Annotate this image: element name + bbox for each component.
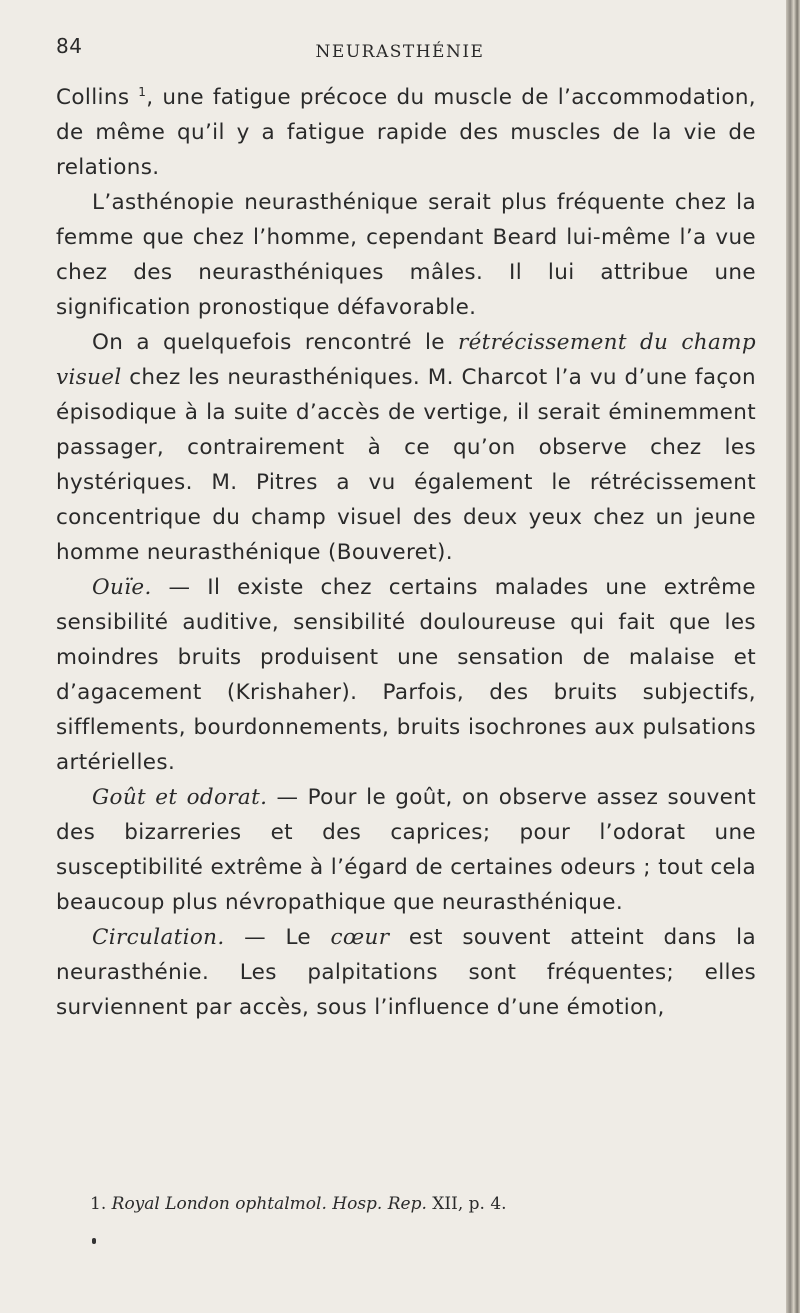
footnote-reference: Royal London ophtalmol. Hosp. Rep. xyxy=(111,1194,427,1214)
heading-gout-odorat: Goût et odorat. xyxy=(92,785,268,810)
paragraph-3 xyxy=(56,325,756,570)
footnote xyxy=(90,1194,507,1214)
footnote-marker: 1 xyxy=(138,84,147,99)
paragraph-1 xyxy=(56,80,756,185)
footnote-number: 1. xyxy=(90,1194,107,1214)
footnote-detail: XII, p. 4. xyxy=(432,1194,507,1214)
ink-dot xyxy=(92,1238,96,1244)
paragraph-6 xyxy=(56,920,756,1025)
p6-text-a: — Le xyxy=(224,925,331,950)
p1-text-b: , une fatigue précoce du muscle de l’accommodation, de même qu’il y a fatigue rapide des muscles de la vie de relations. xyxy=(56,85,756,180)
page-number: 84 xyxy=(56,34,83,58)
p3-text-a: On a quelquefois rencontré le xyxy=(92,330,458,355)
heading-circulation: Circulation. xyxy=(92,925,225,950)
p6-italic: cœur xyxy=(330,925,390,950)
p1-text-a: Collins xyxy=(56,85,139,110)
p3-italic: rétrécissement du champ visuel xyxy=(56,330,756,390)
p6-text-b: est souvent atteint dans la neurasthénie. Les palpitations sont fréquentes; elles surviennent par accès, sous l’influence d’une émotion, xyxy=(56,925,756,1020)
heading-ouie: Ouïe. xyxy=(92,575,152,600)
p4-text: — Il existe chez certains malades une extrême sensibilité auditive, sensibilité douloureuse qui fait que les moindres bruits produisent une sensation de malaise et d’agacement (Krishaher). Parfois, des bruits subjectifs, sifflements, bourdonnements, bruits isochrones aux pulsations artérielles. xyxy=(56,575,756,775)
body-text xyxy=(56,80,756,1025)
paragraph-2: L’asthénopie neurasthénique serait plus fréquente chez la femme que chez l’homme, cependant Beard lui-même l’a vue chez des neurasthéniques mâles. Il lui attribue une signification pronostique défavorable. xyxy=(56,190,756,320)
p5-text: — Pour le goût, on observe assez souvent des bizarreries et des caprices; pour l’odorat une susceptibilité extrême à l’égard de certaines odeurs ; tout cela beaucoup plus névropathique que neurasthénique. xyxy=(56,785,756,915)
p3-text-b: chez les neurasthéniques. M. Charcot l’a vu d’une façon épisodique à la suite d’accès de vertige, il serait éminemment passager, contrairement à ce qu’on observe chez les hystériques. M. Pitres a vu également le rétrécissement concentrique du champ visuel des deux yeux chez un jeune homme neurasthénique (Bouveret). xyxy=(56,365,756,565)
paragraph-5 xyxy=(56,780,756,920)
running-head: NEURASTHÉNIE xyxy=(315,42,485,62)
paragraph-4 xyxy=(56,570,756,780)
page-edge xyxy=(786,0,800,1313)
